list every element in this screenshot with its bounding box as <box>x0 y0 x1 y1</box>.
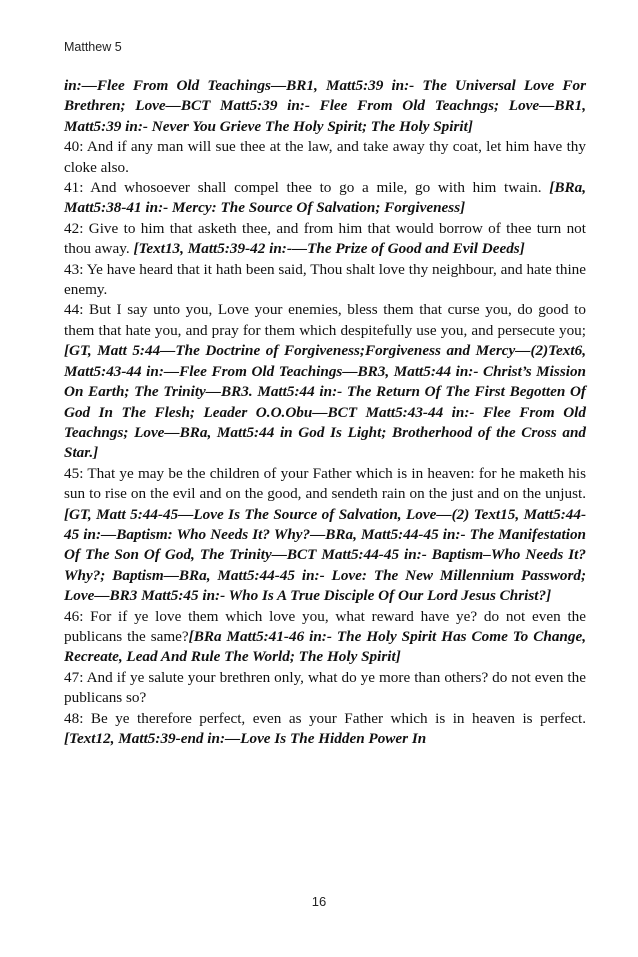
verse-intro <box>64 76 586 137</box>
cross-reference: [BRa Matt5:41-46 in:- The Holy Spirit Has Come To Change, Recreate, Lead And Rule The World; The Holy Spirit] <box>64 627 586 666</box>
verse-41 <box>64 178 586 219</box>
verse-text: 45: That ye may be the children of your Father which is in heaven: for he maketh his sun to rise on the evil and on the good, and sendeth rain on the just and on the unjust. <box>64 464 586 503</box>
verse-text: 44: But I say unto you, Love your enemies, bless them that curse you, do good to them that hate you, and pray for them which despitefully use you, and persecute you; <box>64 301 586 339</box>
verse-47 <box>64 668 586 709</box>
verse-42 <box>64 219 586 260</box>
cross-reference: [Text13, Matt5:39-42 in:-—The Prize of Good and Evil Deeds] <box>133 240 525 258</box>
running-header: Matthew 5 <box>64 40 122 54</box>
verse-46 <box>64 607 586 668</box>
verse-text: 43: Ye have heard that it hath been said, Thou shalt love thy neighbour, and hate thine enemy. <box>64 260 586 299</box>
verse-44 <box>64 300 586 463</box>
verse-45 <box>64 464 586 607</box>
verse-text: 46: For if ye love them which love you, what reward have ye? do not even the publicans the same? <box>64 607 586 645</box>
cross-reference: [BRa, Matt5:38-41 in:- Mercy: The Source Of Salvation; Forgiveness] <box>64 179 586 217</box>
verse-40 <box>64 137 586 178</box>
verse-text: 48: Be ye therefore perfect, even as your Father which is in heaven is perfect. <box>64 709 586 727</box>
verse-43 <box>64 260 586 301</box>
verse-text-body <box>64 76 586 749</box>
verse-text: 41: And whosoever shall compel thee to go a mile, go with him twain. <box>64 179 550 197</box>
verse-text: 40: And if any man will sue thee at the law, and take away thy coat, let him have thy cloke also. <box>64 138 586 176</box>
cross-reference: in:—Flee From Old Teachings—BR1, Matt5:39 in:- The Universal Love For Brethren; Love—BCT Matt5:39 in:- Flee From Old Teachngs; Love—BR1, Matt5:39 in:- Never You Grieve The Holy Spirit; The Holy Spirit] <box>64 77 586 135</box>
verse-text: 42: Give to him that asketh thee, and from him that would borrow of thee turn not thou away. <box>64 219 586 258</box>
verse-text: 47: And if ye salute your brethren only, what do ye more than others? do not even the publicans so? <box>64 668 586 707</box>
cross-reference: [GT, Matt 5:44-45—Love Is The Source of Salvation, Love—(2) Text15, Matt5:44-45 in:—Baptism: Who Needs It? Why?—BRa, Matt5:44-45 in:- The Manifestation Of The Son Of God, The Trinity—BCT Matt5:44-45 in:- Baptism–Who Needs It? Why?; Baptism—BRa, Matt5:44-45 in:- Love: The New Millennium Password; Love—BR3 Matt5:45 in:- Who Is A True Disciple Of Our Lord Jesus Christ?] <box>64 505 586 605</box>
verse-48 <box>64 709 586 750</box>
cross-reference: [GT, Matt 5:44—The Doctrine of Forgiveness;Forgiveness and Mercy—(2)Text6, Matt5:43-44 in:—Flee From Old Teachings—BR3, Matt5:44 in:- Christ’s Mission On Earth; The Trinity—BR3. Matt5:44 in:- The Return Of The First Begotten Of God In The Flesh; Leader O.O.Obu—BCT Matt5:43-44 in:- Flee From Old Teachngs; Love—BRa, Matt5:44 in God Is Light; Brotherhood of the Cross and Star.] <box>64 342 586 462</box>
cross-reference: [Text12, Matt5:39-end in:—Love Is The Hidden Power In <box>64 730 427 747</box>
page-number: 16 <box>311 894 327 909</box>
